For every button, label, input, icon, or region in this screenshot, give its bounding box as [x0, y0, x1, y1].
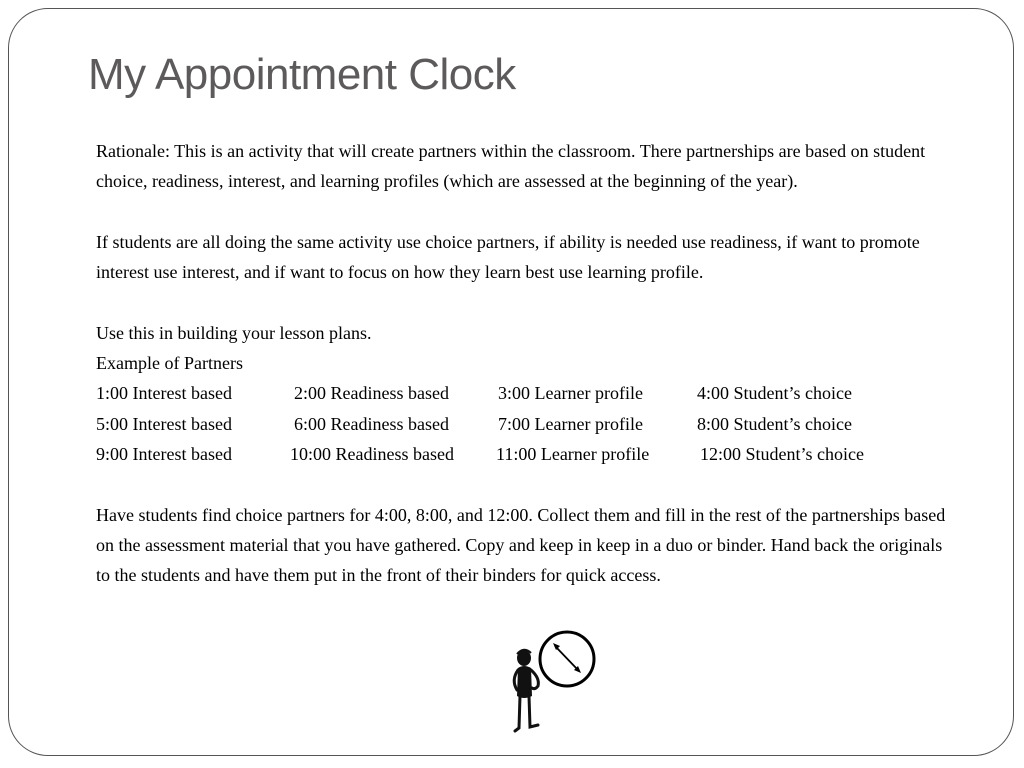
partner-cell: 6:00 Readiness based [294, 413, 449, 434]
example-heading: Example of Partners [96, 353, 243, 374]
partner-row [96, 409, 956, 439]
rationale-paragraph: Rationale: This is an activity that will create partners within the classroom. There partnerships are based on student choice, readiness, interest, and learning profiles (which are assessed at the beginning of the year). [96, 141, 926, 192]
slide-body [96, 136, 956, 590]
person-with-clock-icon [505, 628, 605, 738]
partner-cell: 8:00 Student’s choice [697, 413, 852, 434]
partner-cell: 10:00 Readiness based [290, 443, 454, 464]
guidance-paragraph: If students are all doing the same activity use choice partners, if ability is needed use readiness, if want to promote interest use interest, and if want to focus on how they learn best use learning profile. [96, 231, 920, 283]
partner-cell: 1:00 Interest based [96, 383, 232, 404]
partner-cell: 11:00 Learner profile [496, 443, 650, 464]
partner-cell: 12:00 Student’s choice [700, 443, 864, 464]
partner-cell: 5:00 Interest based [96, 413, 232, 434]
slide-title: My Appointment Clock [88, 50, 516, 99]
partner-cell: 9:00 Interest based [96, 443, 232, 464]
use-line: Use this in building your lesson plans. [96, 322, 372, 343]
partner-cell: 3:00 Learner profile [498, 383, 643, 404]
partner-cell: 4:00 Student’s choice [697, 383, 852, 404]
partner-cell: 2:00 Readiness based [294, 383, 449, 404]
instructions-paragraph: Have students find choice partners for 4:00, 8:00, and 12:00. Collect them and fill in the rest of the partnerships based on the assessment material that you have gathered. Copy and keep in keep in a duo or binder. Hand back the originals to the students and have them put in the front of their binders for quick access. [96, 504, 946, 586]
partner-row [96, 439, 956, 469]
partner-row [96, 378, 956, 408]
partner-cell: 7:00 Learner profile [498, 413, 643, 434]
